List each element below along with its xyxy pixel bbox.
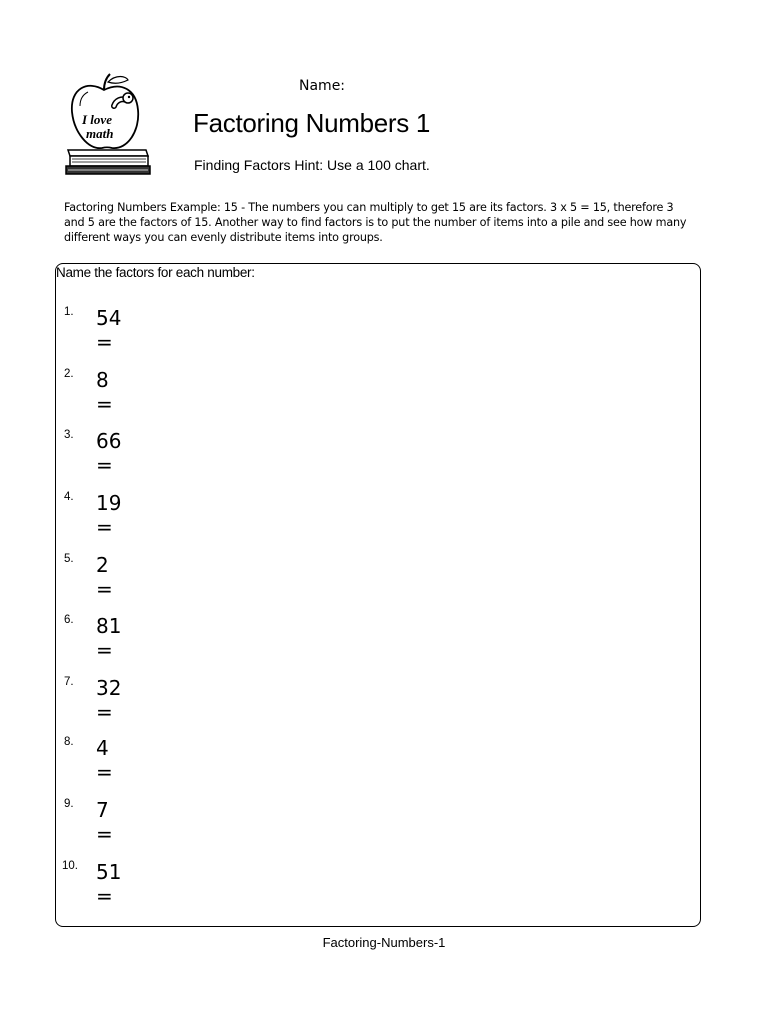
problem-number: 9. — [64, 798, 74, 810]
i-love-math-logo — [58, 70, 154, 180]
problem-expression: 54 = — [96, 306, 122, 354]
problem-expression: 66 = — [96, 429, 122, 477]
problem-expression: 81 = — [96, 614, 122, 662]
hint-text: Finding Factors Hint: Use a 100 chart. — [194, 157, 430, 173]
problem-number: 10. — [62, 860, 78, 872]
problem-number: 8. — [64, 736, 74, 748]
problem-expression: 7 = — [96, 798, 113, 846]
problem-expression: 32 = — [96, 676, 122, 724]
problem-number: 7. — [64, 676, 74, 688]
problem-number: 4. — [64, 491, 74, 503]
problem-number: 2. — [64, 368, 74, 380]
problem-number: 1. — [64, 306, 74, 318]
page-footer: Factoring-Numbers-1 — [322, 935, 446, 950]
problem-number: 6. — [64, 614, 74, 626]
problem-expression: 8 = — [96, 368, 113, 416]
problem-expression: 51 = — [96, 860, 122, 908]
page-title: Factoring Numbers 1 — [193, 108, 431, 138]
problem-expression: 2 = — [96, 553, 113, 601]
problem-number: 3. — [64, 429, 74, 441]
name-label: Name: — [299, 78, 346, 94]
logo-text-line2: math — [86, 126, 114, 141]
worksheet-box — [55, 263, 701, 927]
problem-number: 5. — [64, 553, 74, 565]
example-paragraph: Factoring Numbers Example: 15 - The numbers you can multiply to get 15 are its factors. 3 x 5 = 15, therefore 3 and 5 are the factors of 15. Another way to find factors is to put the number of items into a pile and see how many different ways you can evenly distribute items into groups. — [64, 201, 687, 244]
book-icon — [66, 150, 150, 174]
problem-expression: 19 = — [96, 491, 122, 539]
logo-text-line1: I love — [82, 112, 112, 127]
worksheet-instruction: Name the factors for each number: — [56, 265, 255, 280]
problem-expression: 4 = — [96, 736, 113, 784]
